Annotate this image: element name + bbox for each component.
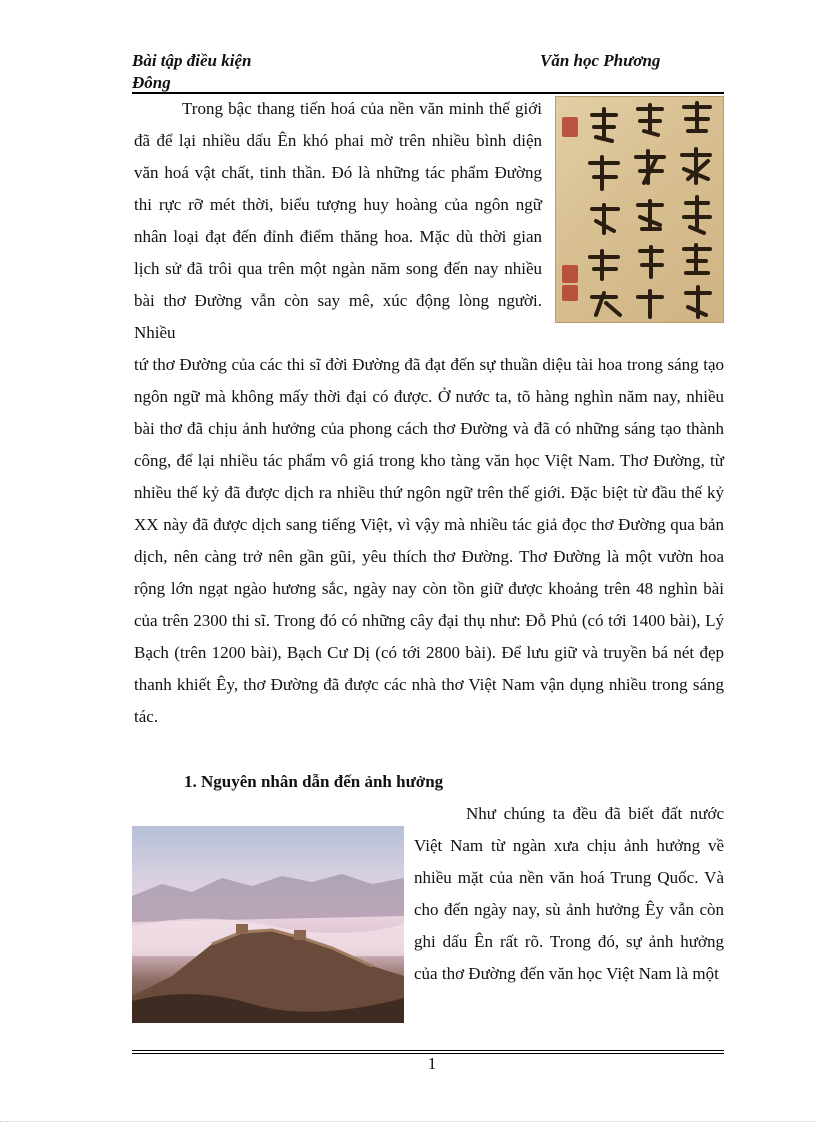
paragraph-intro-rest: tứ thơ Đường của các thi sĩ đời Đường đã đạt đến sự thuần diệu tài hoa trong sáng tạo ngôn ngữ mà không mấy thời đại có được. Ở nước ta, tõ hàng nghìn năm nay, nhiều bài thơ đã chịu ảnh hưởng của phong cách thơ Đường và đã có những sáng tạo thành công, để lại nhiều tác phẩm vô giá trong kho tàng văn học Việt Nam. Thơ Đường, từ nhiều thế kỷ đã được dịch ra nhiều thứ ngôn ngữ trên thế giới. Đặc biệt từ đầu thế kỷ XX này đã được dịch sang tiếng Việt, vì vậy mà nhiều tác giả đọc thơ Đường qua bản dịch, nên càng trở nên gần gũi, yêu thích thơ Đường. Thơ Đường là một vườn hoa rộng lớn ngạt ngào hương sắc, ngày nay còn tồn giữ được khoảng trên 48 nghìn bài của trên 2300 thi sĩ. Trong đó có những cây đại thụ như: Đỗ Phủ (có tới 1400 bài), Lý Bạch (trên 1200 bài), Bạch Cư Dị (có tới 2800 bài). Để lưu giữ và truyền bá nét đẹp thanh khiết Êy, thơ Đường đã được các nhà thơ Việt Nam vận dụng nhiều trong sáng tác. xyxy=(134,355,724,726)
header-left xyxy=(132,50,251,94)
header-left-line1: Bài tập điều kiện xyxy=(132,51,252,70)
section-heading: 1. Nguyên nhân dẫn đến ảnh hưởng xyxy=(184,772,444,791)
great-wall-scene xyxy=(132,826,404,1023)
calligraphy-strokes xyxy=(556,97,724,323)
great-wall-image xyxy=(132,826,404,1023)
footer-rule-top xyxy=(132,1050,724,1051)
page-edge xyxy=(0,1121,816,1122)
paragraph-causes: Như chúng ta đều đã biết đất nước Việt Nam từ ngàn xưa chịu ảnh hưởng về nhiều mặt của nền văn hoá Trung Quốc. Và cho đến ngày nay, sù ảnh hưởng Êy vẫn còn ghi dấu Ên rất rõ. Trong đó, sự ảnh hưởng của thơ Đường đến văn học Việt Nam là một xyxy=(414,804,724,983)
paragraph-intro-top: Trong bậc thang tiến hoá của nền văn minh thế giới đã để lại nhiều dấu Ên khó phai mờ trên nhiều bình diện văn hoá vật chất, tinh thần. Đó là những tác phẩm Đường thi rực rỡ mét thời, biểu tượng huy hoàng của ngôn ngữ nhân loại đạt đến đỉnh điểm thăng hoa. Mặc dù thời gian lịch sử đã trôi qua trên một ngàn năm song đến nay nhiều bài thơ Đường vẫn còn say mê, xúc động lòng người. Nhiều xyxy=(134,99,542,342)
calligraphy-image xyxy=(555,96,724,323)
page-number: 1 xyxy=(427,1054,437,1073)
header-right: Văn học Phương xyxy=(540,51,661,70)
header-left-line2: Đông xyxy=(132,73,171,92)
